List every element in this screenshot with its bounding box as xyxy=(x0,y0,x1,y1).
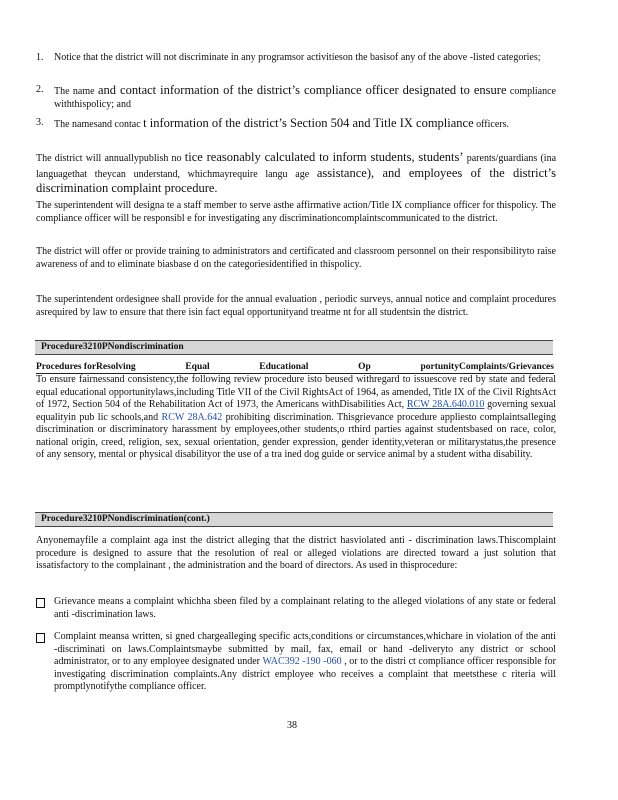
list-text-lead: The namesand contac xyxy=(54,119,141,130)
subheading-left: Procedures forResolving xyxy=(36,362,136,372)
list-text-large: and contact information of the district’s compliance officer designated to ensure xyxy=(97,83,507,97)
paragraph-superintendent-designate: The superintendent will designa te a staff member to serve asthe affirmative action/Title IX compliance officer for thispolicy. The compliance officer will be responsibl e for investigating any discriminationcomplaintscommunicated to the district. xyxy=(36,200,556,224)
list-text-rest: officers. xyxy=(476,119,510,130)
list-number: 3. xyxy=(36,117,44,128)
list-item-2 xyxy=(36,84,556,111)
procedure-header-bar xyxy=(35,340,553,355)
checkbox-bullet-icon xyxy=(36,598,45,608)
list-text-lead: The name xyxy=(54,86,95,97)
paragraph-large-1: tice reasonably calculated to inform students, students’ xyxy=(184,150,464,164)
paragraph-large-2: assistance), and employees of the district’s discrimination complaint procedure. xyxy=(36,165,556,195)
checkbox-bullet-icon xyxy=(36,633,45,643)
procedure-text-2: governing sexual equalityin pub lic schools,and xyxy=(36,399,557,423)
list-text-large: t information of the district’s Section 504 and Title IX compliance xyxy=(143,116,474,130)
procedure-header-label: Procedure3210PNondiscrimination xyxy=(41,342,184,352)
bullet-text-1: Complaint meansa written, si gned chargealleging specific acts,conditions or circumstances,whichare in violation of the anti -discriminati on laws.Complaintsmaybe submitted by mail, fax, email or hand -deliveryto any district or school administrator, or to any employee designated under xyxy=(54,631,556,667)
subheading-middle-2: Educational xyxy=(259,362,309,372)
paragraph-lead: The district will annuallypublish no xyxy=(36,153,182,164)
list-text xyxy=(54,117,556,132)
list-item-3 xyxy=(36,117,556,132)
list-text-rest: compliance withthispolicy; and xyxy=(54,86,556,110)
procedure-text-1: To ensure fairnessand consistency,the following review procedure isto beused withregard to issuescove red by state and federal equal educational opportunitylaws,including Title VII of the Civil RightsAct of 1964, as amended, Title IX of the Civil RightsAct of 1972, Section 504 of the Rehabilitation Act of 1973, the Americans withDisabilities Act, xyxy=(36,374,556,410)
bullet-text-2: , or to the distri ct compliance officer responsible for investigating discrimination complaints.Any district employee who receives a complaint that meetsthese c riteria will promptlynotifythe compliance officer. xyxy=(54,656,557,692)
bullet-text: Grievance means a complaint whichha sbeen filed by a complainant relating to the alleged violations of any state or federal anti -discrimination laws. xyxy=(54,596,556,620)
paragraph-procedure xyxy=(36,374,556,462)
list-number: 1. xyxy=(36,52,44,63)
list-number: 2. xyxy=(36,84,44,95)
subheading-right: portunityComplaints/Grievances xyxy=(420,362,554,372)
paragraph-annual-evaluation: The superintendent ordesignee shall provide for the annual evaluation , periodic surveys, annual notice and complaint procedures asrequired by law to ensure that there isin fact equal opportunityand treatme nt for all studentsin the district. xyxy=(36,294,556,318)
procedure-header-bar-cont xyxy=(35,512,553,527)
list-text: Notice that the district will not discriminate in any programsor activitieson the basisof any of the above -listed categories; xyxy=(54,52,541,63)
paragraph-mid: parents/guardians (ina languagethat theycan understand, whichmayrequire langu age xyxy=(36,153,557,180)
subheading-middle-3: Op xyxy=(358,362,371,372)
paragraph-complaint-intro: Anyonemayfile a complaint aga inst the district alleging that the district hasviolated anti - discrimination laws.Thiscomplaint procedure is designed to assure that the resolution of real or alleged violations are directed toward a just solution that issatisfactory to the complainant , the administration and the board of directors. As used in thisprocedure: xyxy=(36,535,556,571)
rcw-link-2[interactable]: RCW 28A.642 xyxy=(161,411,223,423)
paragraph-annual-publish xyxy=(36,150,556,197)
bullet-complaint xyxy=(36,631,556,694)
bullet-grievance xyxy=(36,596,556,621)
list-text xyxy=(54,84,556,111)
wac-link[interactable]: WAC392 -190 -060 xyxy=(262,656,342,667)
procedures-subheading xyxy=(36,361,554,374)
bullet-text xyxy=(54,631,556,694)
procedure-header-label-cont: Procedure3210PNondiscrimination(cont.) xyxy=(41,514,210,524)
paragraph-training: The district will offer or provide training to administrators and certificated and classroom personnel on their responsibilityto raise awareness of and to eliminate biasbase d on the categoriesidentified in thispolicy. xyxy=(36,246,556,270)
page-number: 38 xyxy=(287,720,297,731)
subheading-middle-1: Equal xyxy=(185,362,210,372)
rcw-link-1[interactable]: RCW 28A.640.010 xyxy=(406,399,485,410)
procedure-text-3: prohibiting discrimination. Thisgrievance procedure appliesto complaintsalleging discrimination or discriminatory harassment by employees,other students,o rthird parties against studentsbased on race, color, national origin, creed, religion, sex, sexual orientation, gender expression, gender identity,veteran or militarystatus,the presence of any sensory, mental or physical disabilityor the use of a tra ined dog guide or service animal by a student witha disability. xyxy=(36,411,556,460)
list-item-1 xyxy=(36,52,556,65)
